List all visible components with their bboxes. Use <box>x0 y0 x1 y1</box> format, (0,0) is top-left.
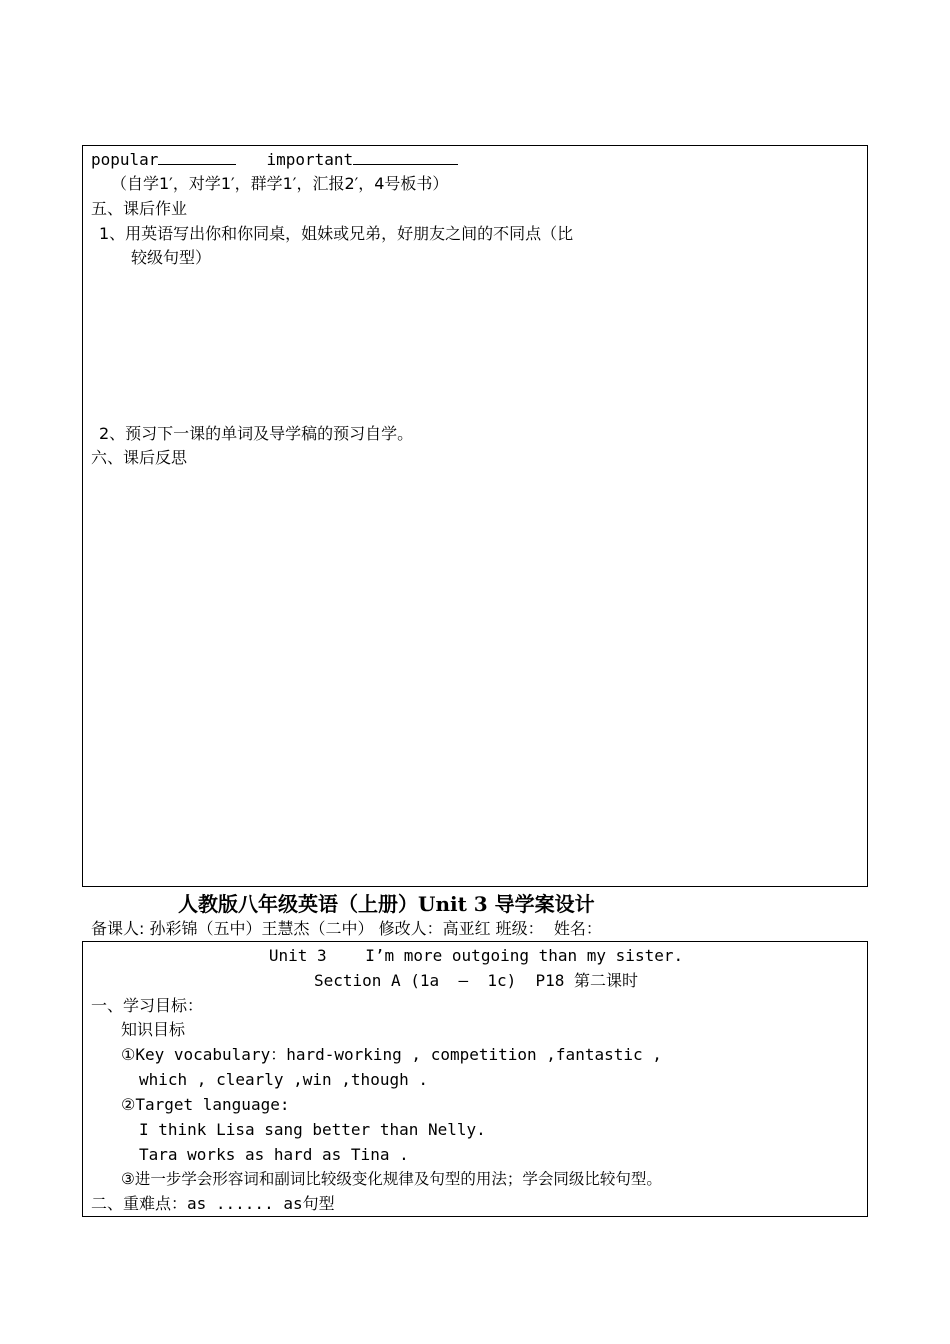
knowledge-goals-label: 知识目标 <box>121 1020 186 1039</box>
vocab-word-important: important <box>266 150 354 169</box>
lesson-plan-box <box>82 941 868 1217</box>
vocab-blanks-line <box>91 148 458 172</box>
section-title: Section A (1a – 1c) P18 第二课时 <box>313 971 639 990</box>
key-vocabulary-line-1: ①Key vocabulary：hard-working , competition ,fantastic , <box>121 1045 662 1064</box>
key-vocabulary-line-2: which , clearly ,win ,though . <box>139 1070 428 1089</box>
unit-title: Unit 3 I’m more outgoing than my sister. <box>268 946 684 965</box>
goals-heading: 一、学习目标： <box>91 996 204 1015</box>
reflection-heading: 六、课后反思 <box>91 448 188 467</box>
target-language-label: ②Target language: <box>121 1095 290 1114</box>
homework-heading: 五、课后作业 <box>91 199 188 218</box>
authors-line: 备课人: 孙彩锦（五中）王慧杰（二中） 修改人：高亚红 班级： 姓名： <box>91 919 602 938</box>
key-points: 二、重难点：as ...... as句型 <box>91 1194 335 1213</box>
popular-blank <box>158 148 236 165</box>
important-blank <box>353 148 458 165</box>
timing-note: （自学1′，对学1′，群学1′，汇报2′，4号板书） <box>111 174 449 193</box>
goal-3: ③进一步学会形容词和副词比较级变化规律及句型的用法；学会同级比较句型。 <box>121 1170 662 1188</box>
document-title: 人教版八年级英语（上册）Unit 3 导学案设计 <box>178 892 595 916</box>
vocab-word-popular: popular <box>91 150 159 169</box>
homework-item-2: 2、预习下一课的单词及导学稿的预习自学。 <box>99 424 414 443</box>
homework-item-1-line-1: 1、用英语写出你和你同桌，姐妹或兄弟，好朋友之间的不同点（比 <box>99 224 574 243</box>
top-content-box <box>82 145 868 887</box>
example-sentence-1: I think Lisa sang better than Nelly. <box>139 1120 486 1139</box>
example-sentence-2: Tara works as hard as Tina . <box>139 1145 409 1164</box>
homework-item-1-line-2: 较级句型） <box>131 248 212 267</box>
